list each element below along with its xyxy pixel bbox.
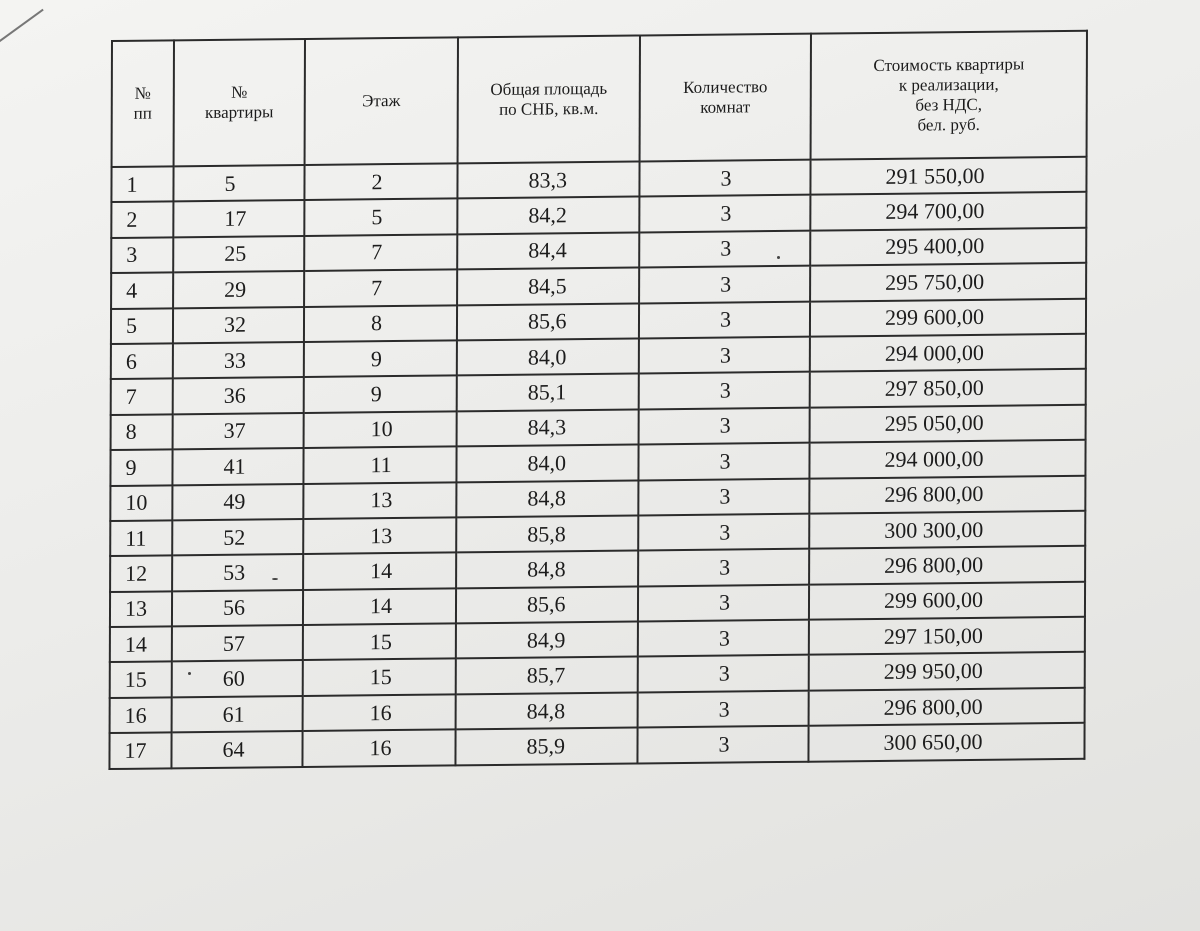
cell-apartment: 52 — [172, 519, 303, 556]
header-text-line: бел. руб. — [917, 114, 980, 135]
cell-number: 15 — [110, 662, 172, 698]
apartment-price-table-wrap — [108, 30, 1086, 770]
header-text-line: по СНБ, кв.м. — [499, 98, 599, 119]
cell-number: 4 — [111, 273, 173, 309]
cell-area: 85,8 — [456, 515, 638, 552]
cell-rooms: 3 — [639, 301, 810, 338]
cell-number: 3 — [111, 237, 173, 273]
cell-rooms: 3 — [639, 230, 810, 267]
cell-floor: 14 — [303, 553, 456, 590]
header-text-line: № — [231, 82, 248, 102]
cell-floor: 14 — [303, 588, 456, 625]
cell-rooms: 3 — [639, 266, 810, 303]
cell-floor: 7 — [304, 270, 457, 307]
cell-number: 17 — [109, 733, 171, 769]
cell-apartment: 49 — [172, 484, 303, 521]
cell-apartment: 64 — [171, 731, 302, 768]
cell-number: 16 — [110, 697, 172, 733]
header-text-line: Количество — [683, 77, 768, 98]
cell-area: 84,0 — [457, 338, 639, 375]
cell-price: 300 300,00 — [809, 511, 1085, 549]
cell-floor: 16 — [302, 730, 455, 767]
cell-apartment: 29 — [173, 271, 304, 308]
cell-floor: 15 — [303, 623, 456, 660]
cell-floor: 13 — [303, 517, 456, 554]
cell-rooms: 3 — [637, 726, 808, 763]
header-area — [458, 35, 640, 163]
cell-apartment: 56 — [172, 590, 303, 627]
header-price — [811, 31, 1087, 160]
cell-area: 84,2 — [457, 197, 639, 234]
cell-area: 85,6 — [456, 586, 638, 623]
cell-rooms: 3 — [639, 407, 810, 444]
cell-price: 296 800,00 — [809, 546, 1085, 584]
header-number — [112, 40, 174, 167]
cell-rooms: 3 — [638, 620, 809, 657]
cell-price: 299 600,00 — [810, 298, 1086, 336]
cell-number: 10 — [110, 485, 172, 521]
cell-number: 7 — [111, 379, 173, 415]
cell-area: 84,8 — [456, 480, 638, 517]
header-text-line: к реализации, — [898, 74, 999, 95]
cell-price: 299 950,00 — [809, 652, 1085, 690]
cell-rooms: 3 — [638, 655, 809, 692]
apartment-price-table — [108, 30, 1088, 770]
table-header-row — [112, 31, 1087, 167]
header-text-line: Стоимость квартиры — [873, 54, 1025, 76]
cell-rooms: 3 — [638, 691, 809, 728]
cell-number: 9 — [110, 449, 172, 485]
cell-area: 83,3 — [457, 161, 639, 198]
cell-floor: 11 — [303, 447, 456, 484]
cell-number: 6 — [111, 343, 173, 379]
cell-floor: 8 — [304, 305, 457, 342]
cell-floor: 7 — [304, 234, 457, 271]
cell-floor: 13 — [303, 482, 456, 519]
cell-number: 5 — [111, 308, 173, 344]
cell-area: 85,1 — [457, 374, 639, 411]
header-text-line: № — [134, 83, 151, 103]
table-body — [109, 157, 1086, 769]
cell-price: 297 850,00 — [810, 369, 1086, 407]
cell-area: 84,4 — [457, 232, 639, 269]
fold-mark — [0, 9, 44, 46]
cell-price: 294 000,00 — [809, 440, 1085, 478]
header-text-line: без НДС, — [915, 94, 983, 115]
cell-floor: 5 — [304, 199, 457, 236]
cell-rooms: 3 — [638, 549, 809, 586]
cell-rooms: 3 — [639, 337, 810, 374]
cell-price: 291 550,00 — [810, 157, 1086, 195]
cell-floor: 15 — [303, 659, 456, 696]
cell-area: 84,9 — [456, 622, 638, 659]
cell-price: 296 800,00 — [809, 475, 1085, 513]
cell-area: 84,3 — [457, 409, 639, 446]
cell-area: 85,7 — [456, 657, 638, 694]
cell-number: 12 — [110, 556, 172, 592]
cell-apartment: 53 — [172, 554, 303, 591]
cell-price: 295 050,00 — [810, 405, 1086, 443]
cell-apartment: 61 — [172, 696, 303, 733]
header-text-line: Этаж — [362, 90, 401, 111]
header-text-line: Общая площадь — [490, 78, 608, 100]
cell-price: 299 600,00 — [809, 581, 1085, 619]
header-apartment — [174, 39, 305, 166]
cell-apartment: 33 — [173, 342, 304, 379]
cell-number: 2 — [111, 202, 173, 238]
cell-apartment: 57 — [172, 625, 303, 662]
cell-rooms: 3 — [639, 160, 810, 197]
cell-area: 84,0 — [456, 445, 638, 482]
cell-apartment: 36 — [173, 377, 304, 414]
cell-price: 296 800,00 — [809, 688, 1085, 726]
cell-price: 295 400,00 — [810, 228, 1086, 266]
cell-floor: 2 — [304, 163, 457, 200]
cell-number: 1 — [111, 166, 173, 202]
cell-price: 300 650,00 — [808, 723, 1084, 761]
cell-apartment: 60 — [172, 660, 303, 697]
cell-rooms: 3 — [638, 514, 809, 551]
cell-rooms: 3 — [639, 195, 810, 232]
cell-price: 297 150,00 — [809, 617, 1085, 655]
header-text-line: пп — [133, 103, 152, 123]
cell-area: 84,8 — [456, 692, 638, 729]
cell-floor: 16 — [303, 694, 456, 731]
cell-area: 84,5 — [457, 268, 639, 305]
cell-number: 14 — [110, 626, 172, 662]
header-text-line: квартиры — [205, 102, 274, 123]
cell-area: 85,9 — [455, 728, 637, 765]
cell-price: 295 750,00 — [810, 263, 1086, 301]
cell-price: 294 000,00 — [810, 334, 1086, 372]
header-floor — [305, 37, 458, 165]
cell-floor: 9 — [304, 340, 457, 377]
cell-floor: 9 — [304, 376, 457, 413]
cell-apartment: 37 — [173, 413, 304, 450]
header-text-line: комнат — [700, 97, 751, 117]
cell-apartment: 32 — [173, 307, 304, 344]
cell-apartment: 41 — [172, 448, 303, 485]
cell-floor: 10 — [304, 411, 457, 448]
cell-apartment: 17 — [173, 200, 304, 237]
cell-area: 85,6 — [457, 303, 639, 340]
cell-rooms: 3 — [638, 478, 809, 515]
cell-rooms: 3 — [639, 372, 810, 409]
cell-apartment: 5 — [173, 165, 304, 202]
cell-apartment: 25 — [173, 236, 304, 273]
cell-rooms: 3 — [638, 443, 809, 480]
cell-rooms: 3 — [638, 584, 809, 621]
cell-number: 8 — [111, 414, 173, 450]
cell-price: 294 700,00 — [810, 192, 1086, 230]
cell-area: 84,8 — [456, 551, 638, 588]
cell-number: 11 — [110, 520, 172, 556]
cell-number: 13 — [110, 591, 172, 627]
header-rooms — [640, 34, 811, 162]
